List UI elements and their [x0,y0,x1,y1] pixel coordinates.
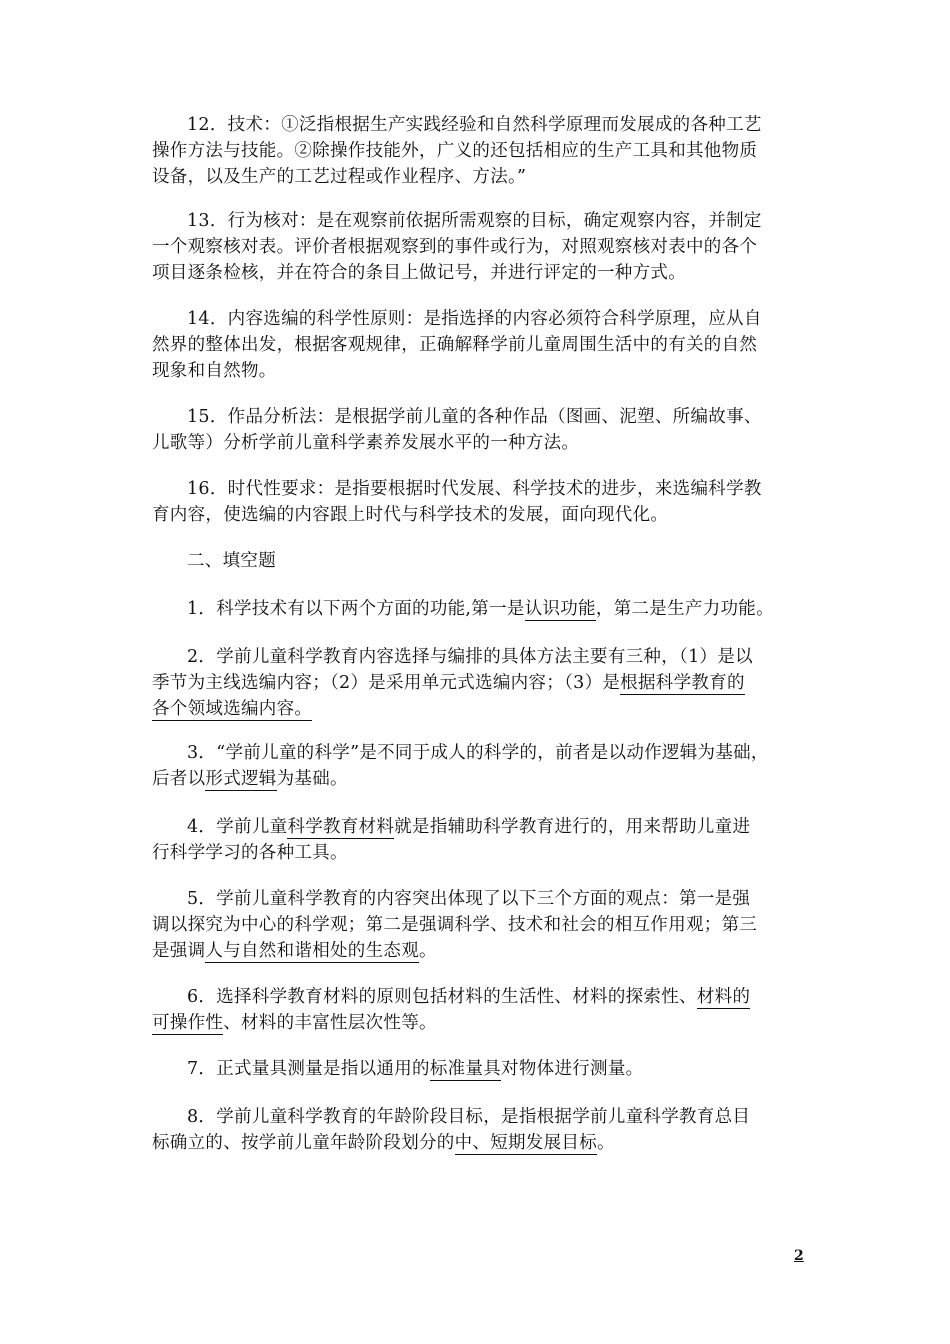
fill-question-5 [152,886,804,964]
text-line: 一个观察核对表。评价者根据观察到的事件或行为，对照观察核对表中的各个 [152,237,758,257]
text-line: 1．科学技术有以下两个方面的功能,第一是认识功能，第二是生产力功能。 [187,599,774,619]
answer-underline: 认识功能 [524,599,596,619]
text-line: 调以探究为中心的科学观；第二是强调科学、技术和社会的相互作用观；第三 [152,915,758,935]
definition-12 [152,112,804,190]
fill-question-3 [152,740,804,792]
fill-question-1 [152,596,804,622]
text-line: 后者以形式逻辑为基础。 [152,769,348,789]
page-number: 2 [794,1248,804,1264]
text-line: 现象和自然物。 [152,361,277,381]
text-line: 3．“学前儿童的科学”是不同于成人的科学的，前者是以动作逻辑为基础， [187,743,769,763]
text-line: 7．正式量具测量是指以通用的标准量具对物体进行测量。 [187,1059,644,1079]
text-line: 操作方法与技能。②除操作技能外，广义的还包括相应的生产工具和其他物质 [152,141,758,161]
text-line: 13．行为核对：是在观察前依据所需观察的目标，确定观察内容，并制定 [187,211,762,231]
text-line: 5．学前儿童科学教育的内容突出体现了以下三个方面的观点：第一是强 [187,889,751,909]
answer-underline: 人与自然和谐相处的生态观 [205,941,420,961]
answer-underline: 材料的 [696,987,751,1007]
text-line: 设备，以及生产的工艺过程或作业程序、方法。” [152,167,527,187]
text-line: 8．学前儿童科学教育的年龄阶段目标，是指根据学前儿童科学教育总目 [187,1107,751,1127]
text-line: 2．学前儿童科学教育内容选择与编排的具体方法主要有三种，（1）是以 [187,647,753,667]
text-line: 季节为主线选编内容；（2）是采用单元式选编内容；（3）是根据科学教育的 [152,673,745,693]
answer-underline: 科学教育材料 [287,817,395,837]
definition-16 [152,476,804,528]
answer-underline: 根据科学教育的 [620,673,745,693]
text-line: 标确立的、按学前儿童年龄阶段划分的中、短期发展目标。 [152,1133,615,1153]
text-line: 6．选择科学教育材料的原则包括材料的生活性、材料的探索性、材料的 [187,987,751,1007]
text-line: 项目逐条检核，并在符合的条目上做记号，并进行评定的一种方式。 [152,263,686,283]
definition-14 [152,306,804,384]
text-line: 16．时代性要求：是指要根据时代发展、科学技术的进步，来选编科学教 [187,479,762,499]
fill-question-8 [152,1104,804,1156]
answer-underline: 各个领域选编内容。 [152,699,313,719]
fill-question-7 [152,1056,804,1082]
definition-13 [152,208,804,286]
text-line: 4．学前儿童科学教育材料就是指辅助科学教育进行的，用来帮助儿童进 [187,817,751,837]
text-line: 然界的整体出发，根据客观规律，正确解释学前儿童周围生活中的有关的自然 [152,335,758,355]
text-line: 12．技术：①泛指根据生产实践经验和自然科学原理而发展成的各种工艺 [187,115,762,135]
answer-underline: 标准量具 [429,1059,502,1079]
text-line: 儿歌等）分析学前儿童科学素养发展水平的一种方法。 [152,433,580,453]
fill-question-6 [152,984,804,1036]
text-line: 是强调人与自然和谐相处的生态观。 [152,941,437,961]
text-line: 行科学学习的各种工具。 [152,843,348,863]
text-line: 14．内容选编的科学性原则：是指选择的内容必须符合科学原理，应从自 [187,309,762,329]
text-line: 15．作品分析法：是根据学前儿童的各种作品（图画、泥塑、所编故事、 [187,407,762,427]
fill-question-2 [152,644,804,722]
answer-underline: 可操作性 [152,1013,224,1033]
section-heading: 二、填空题 [187,551,276,571]
text-line [152,696,804,722]
fill-question-4 [152,814,804,866]
answer-underline: 中、短期发展目标 [454,1133,598,1153]
text-line: 育内容，使选编的内容跟上时代与科学技术的发展，面向现代化。 [152,505,669,525]
text-line: 可操作性、材料的丰富性层次性等。 [152,1013,437,1033]
answer-underline: 形式逻辑 [205,769,277,789]
definition-15 [152,404,804,456]
